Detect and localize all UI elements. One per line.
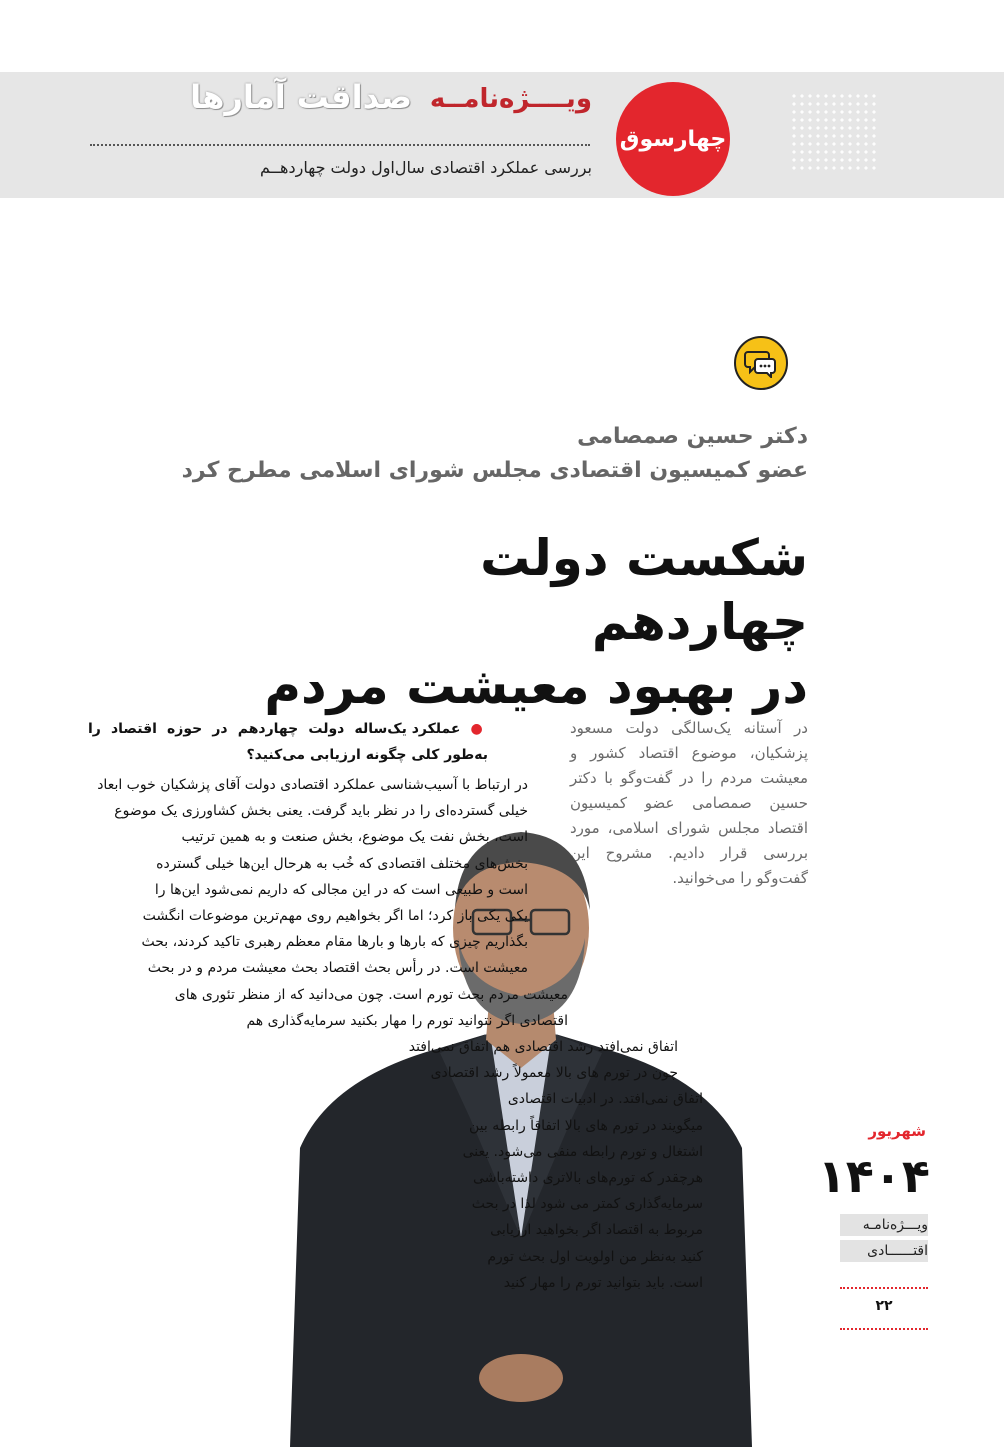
body-line: است. باید بتوانید تورم را مهار کنید <box>503 1274 703 1291</box>
header-subtitle: بررسی عملکرد اقتصادی سال‌اول دولت چهاردهــم <box>260 158 592 177</box>
body-line: معیشت مردم بحث تورم است. چون می‌دانید که از منظر تئوری های <box>174 986 568 1003</box>
body-line: خیلی گسترده‌ای را در نظر باید گرفت. یعنی بخش کشاورزی یک موضوع <box>114 803 528 820</box>
issue-month: شهریور <box>868 1122 926 1140</box>
body-line: هرچقدر که تورم‌های بالاتری داشته‌باشی <box>473 1170 703 1187</box>
page-number-rule-top <box>840 1287 928 1289</box>
body-line: اتفاق نمی‌افتد. در ادبیات اقتصادی <box>507 1091 703 1108</box>
publication-logo <box>616 82 730 196</box>
issue-year: ۱۴۰۴ <box>817 1149 930 1203</box>
interviewee-name: دکتر حسین صمصامی <box>577 424 808 449</box>
body-line: است، بخش نفت یک موضوع، بخش صنعت و به همین ترتیب <box>181 829 528 846</box>
issue-tag-line-2: اقتــــــادی <box>840 1240 928 1262</box>
page-number: ۲۲ <box>875 1298 893 1314</box>
article-intro: در آستانه یک‌سالگی دولت مسعود پزشکیان، موضوع اقتصاد کشور و معیشت مردم را در گفت‌وگو با دکتر حسین صمصامی عضو کمیسیون اقتصاد مجلس شورای اسلامی، مورد بررسی قرار دادیم. مشروح این گفت‌وگو را می‌خوانید. <box>570 719 808 887</box>
header-dot-pattern <box>790 92 880 172</box>
page-number-rule-bottom <box>840 1328 928 1330</box>
body-line: است و طبیعی است که در این مجالی که داریم نمی‌شود این‌ها را <box>154 881 528 898</box>
logo-text: چهارسوق <box>619 126 727 152</box>
special-issue-title: صداقت آمارها <box>190 78 412 116</box>
interviewee-role: عضو کمیسیون اقتصادی مجلس شورای اسلامی مطرح کرد <box>181 458 808 483</box>
article-headline <box>248 526 808 718</box>
body-line: سرمایه‌گذاری کمتر می شود لذا در بحث <box>471 1196 703 1213</box>
body-line: بگذاریم چیزی که بارها و بارها مقام معظم رهبری تاکید کردند، بحث <box>141 934 528 951</box>
body-line: اقتصادی اگر نتوانید تورم را مهار بکنید سرمایه‌گذاری هم <box>246 1012 568 1029</box>
headline-line-2: در بهبود معیشت مردم <box>264 657 808 715</box>
question-text: عملکرد یک‌ساله دولت چهاردهم در حوزه اقتصاد را به‌طور کلی چگونه ارزیابی می‌کنید؟ <box>88 721 488 763</box>
body-line: اتفاق نمی‌افتد رشد اقتصادی هم اتفاق نمی‌افتد <box>408 1039 678 1056</box>
body-line: میگویند در تورم های بالا اتفاقاً رابطه بین <box>468 1117 703 1134</box>
issue-tag-line-1: ویـــژه‌نامـه <box>840 1214 928 1236</box>
body-line: در ارتباط با آسیب‌شناسی عملکرد اقتصادی دولت آقای پزشکیان خوب ابعاد <box>97 777 528 793</box>
body-line: کنید به‌نظر من اولویت اول بحث تورم <box>487 1248 703 1265</box>
body-line: اشتغال و تورم رابطه منفی می‌شود. یعنی <box>462 1143 703 1160</box>
body-line: چون در تورم های بالا معمولاً رشد اقتصادی <box>430 1065 678 1082</box>
header-divider <box>90 144 590 146</box>
body-line: بخش‌های مختلف اقتصادی که خُب به هرحال این‌ها خیلی گسترده <box>156 855 528 872</box>
headline-line-1: شکست دولت چهاردهم <box>480 529 808 651</box>
special-issue-kicker: ویــــژه‌نامــه <box>429 84 592 114</box>
body-line: یکی یکی باز کرد؛ اما اگر بخواهیم روی مهم‌ترین موضوعات انگشت <box>142 908 528 925</box>
body-line: معیشت است. در رأس بحث اقتصاد بحث معیشت مردم و در بحث <box>147 960 528 977</box>
question-bullet-icon: ● <box>460 721 489 737</box>
article-body <box>88 772 703 1296</box>
chat-bubbles-icon <box>734 336 788 390</box>
body-line: مربوط به اقتصاد اگر بخواهید ارزیابی <box>490 1222 703 1239</box>
interview-question <box>88 716 488 768</box>
